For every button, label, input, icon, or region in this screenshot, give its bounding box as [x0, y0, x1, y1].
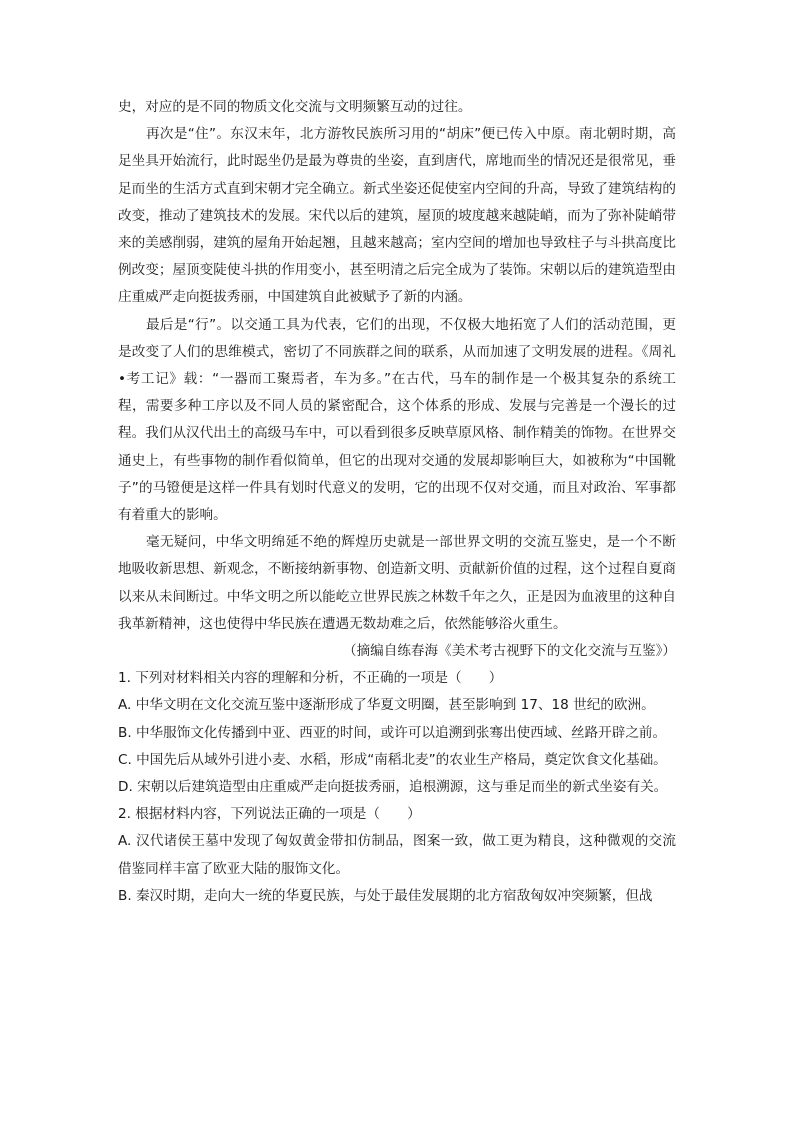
question-2-option-b: B. 秦汉时期，走向大一统的华夏民族，与处于最佳发展期的北方宿敌匈奴冲突频繁，但战 [118, 887, 653, 904]
passage-paragraph-1: 再次是“住”。东汉末年，北方游牧民族所习用的“胡床”便已传入中原。南北朝时期，高足坐具开始流行，此时跽坐仍是最为尊贵的坐姿，直到唐代，席地而坐的情况还是很常见，垂足而坐的生活方式直到宋朝才完全确立。新式坐姿还促使室内空间的升高，导致了建筑结构的改变，推动了建筑技术的发展。宋代以后的建筑，屋顶的坡度越来越陡峭，而为了弥补陡峭带来的美感削弱，建筑的屋角开始起翘，且越来越高；室内空间的增加也导致柱子与斗拱高度比例改变；屋顶变陡使斗拱的作用变小，甚至明清之后完全成为了装饰。宋朝以后的建筑造型由庄重威严走向挺拔秀丽，中国建筑自此被赋予了新的内涵。 [118, 126, 676, 306]
passage-paragraph-3: 毫无疑问，中华文明绵延不绝的辉煌历史就是一部世界文明的交流互鉴史，是一个不断地吸收新思想、新观念，不断接纳新事物、创造新文明、贡献新价值的过程，这个过程自夏商以来从未间断过。中华文明之所以能屹立世界民族之林数千年之久，正是因为血液里的这种自我革新精神，这也使得中华民族在遭遇无数劫难之后，依然能够浴火重生。 [118, 534, 676, 632]
question-1-option-d: D. 宋朝以后建筑造型由庄重威严走向挺拔秀丽，追根溯源，这与垂足而坐的新式坐姿有关。 [118, 779, 668, 796]
question-2-stem: 2. 根据材料内容，下列说法正确的一项是（ ） [118, 806, 421, 823]
passage-paragraph-0: 史，对应的是不同的物质文化交流与文明频繁互动的过往。 [118, 99, 472, 115]
document-page [118, 94, 676, 910]
source-citation: （摘编自练春海《美术考古视野下的文化交流与互鉴》） [342, 643, 676, 660]
question-2-option-a: A. 汉代诸侯王墓中发现了匈奴黄金带扣仿制品，图案一致，做工更为精良，这种微观的交流借鉴同样丰富了欧亚大陆的服饰文化。 [118, 833, 676, 877]
question-1-option-a: A. 中华文明在文化交流互鉴中逐渐形成了华夏文明圈，甚至影响到 17、18 世纪的欧洲。 [118, 697, 655, 714]
passage-paragraph-2: 最后是“行”。以交通工具为代表，它们的出现，不仅极大地拓宽了人们的活动范围，更是改变了人们的思维模式，密切了不同族群之间的联系，从而加速了文明发展的进程。《周礼•考工记》载：“一器而工聚焉者，车为多。”在古代，马车的制作是一个极其复杂的系统工程，需要多种工序以及不同人员的紧密配合，这个体系的形成、发展与完善是一个漫长的过程。我们从汉代出土的高级马车中，可以看到很多反映草原风格、制作精美的饰物。在世界交通史上，有些事物的制作看似简单，但它的出现对交通的发展却影响巨大，如被称为“中国靴子”的马镫便是这样一件具有划时代意义的发明，它的出现不仅对交通，而且对政治、军事都有着重大的影响。 [118, 316, 676, 524]
question-1-option-b: B. 中华服饰文化传播到中亚、西亚的时间，或许可以追溯到张骞出使西域、丝路开辟之前。 [118, 724, 667, 741]
question-1-stem: 1. 下列对材料相关内容的理解和分析，不正确的一项是（ ） [118, 670, 503, 687]
question-1-option-c: C. 中国先后从域外引进小麦、水稻，形成“南稻北麦”的农业生产格局，奠定饮食文化基础。 [118, 751, 667, 768]
